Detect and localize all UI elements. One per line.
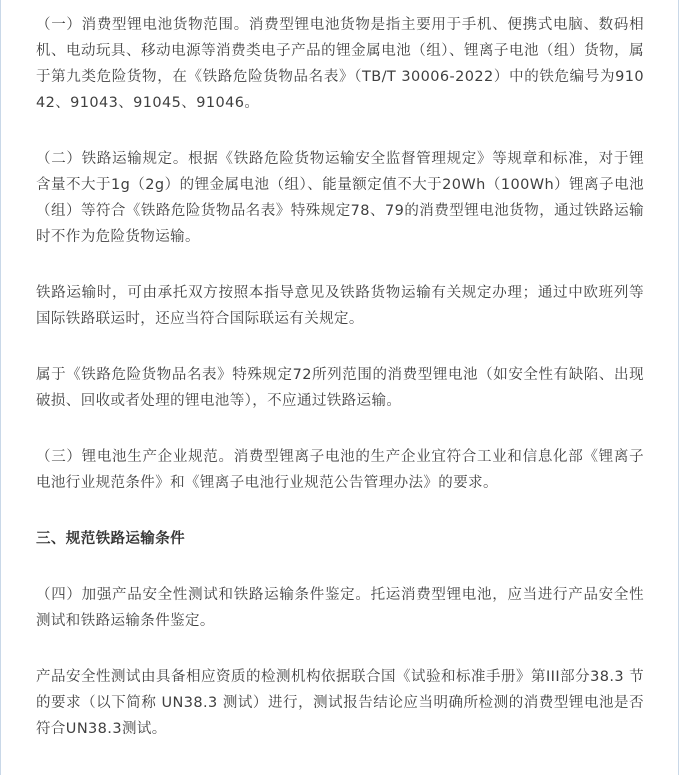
paragraph-spacer	[36, 250, 644, 280]
paragraph-spacer	[36, 496, 644, 526]
paragraph-railway-handling: 铁路运输时，可由承托双方按照本指导意见及铁路货物运输有关规定办理；通过中欧班列等国际铁路联运时，还应当符合国际联运有关规定。	[36, 285, 644, 327]
left-border	[0, 0, 1, 775]
paragraph-manufacturer-standards: （三）锂电池生产企业规范。消费型锂离子电池的生产企业宜符合工业和信息化部《锂离子电池行业规范条件》和《锂离子电池行业规范公告管理办法》的要求。	[36, 449, 644, 491]
paragraph-spacer	[36, 116, 644, 146]
article-body	[36, 12, 644, 742]
paragraph-consumer-battery-scope: （一）消费型锂电池货物范围。消费型锂电池货物是指主要用于手机、便携式电脑、数码相机、电动玩具、移动电源等消费类电子产品的锂金属电池（组）、锂离子电池（组）货物，属于第九类危险货物，在《铁路危险货物品名表》（TB/T 30006-2022）中的铁危编号为91042、91043、91045、91046。	[36, 17, 644, 111]
section-heading: 三、规范铁路运输条件	[36, 531, 185, 547]
paragraph-spacer	[36, 552, 644, 582]
paragraph-un383-testing: 产品安全性测试由具备相应资质的检测机构依据联合国《试验和标准手册》第III部分38.3 节的要求（以下简称 UN38.3 测试）进行，测试报告结论应当明确所检测的消费型锂电池是否符合UN38.3测试。	[36, 669, 644, 737]
paragraph-railway-transport-rules: （二）铁路运输规定。根据《铁路危险货物运输安全监督管理规定》等规章和标准，对于锂含量不大于1g（2g）的锂金属电池（组）、能量额定值不大于20Wh（100Wh）锂离子电池（组）等符合《铁路危险货物品名表》特殊规定78、79的消费型锂电池货物，通过铁路运输时不作为危险货物运输。	[36, 151, 644, 245]
paragraph-spacer	[36, 414, 644, 444]
paragraph-spacer	[36, 332, 644, 362]
paragraph-prohibited-batteries: 属于《铁路危险货物品名表》特殊规定72所列范围的消费型锂电池（如安全性有缺陷、出现破损、回收或者处理的锂电池等），不应通过铁路运输。	[36, 367, 644, 409]
paragraph-safety-testing: （四）加强产品安全性测试和铁路运输条件鉴定。托运消费型锂电池，应当进行产品安全性测试和铁路运输条件鉴定。	[36, 587, 644, 629]
paragraph-spacer	[36, 634, 644, 664]
